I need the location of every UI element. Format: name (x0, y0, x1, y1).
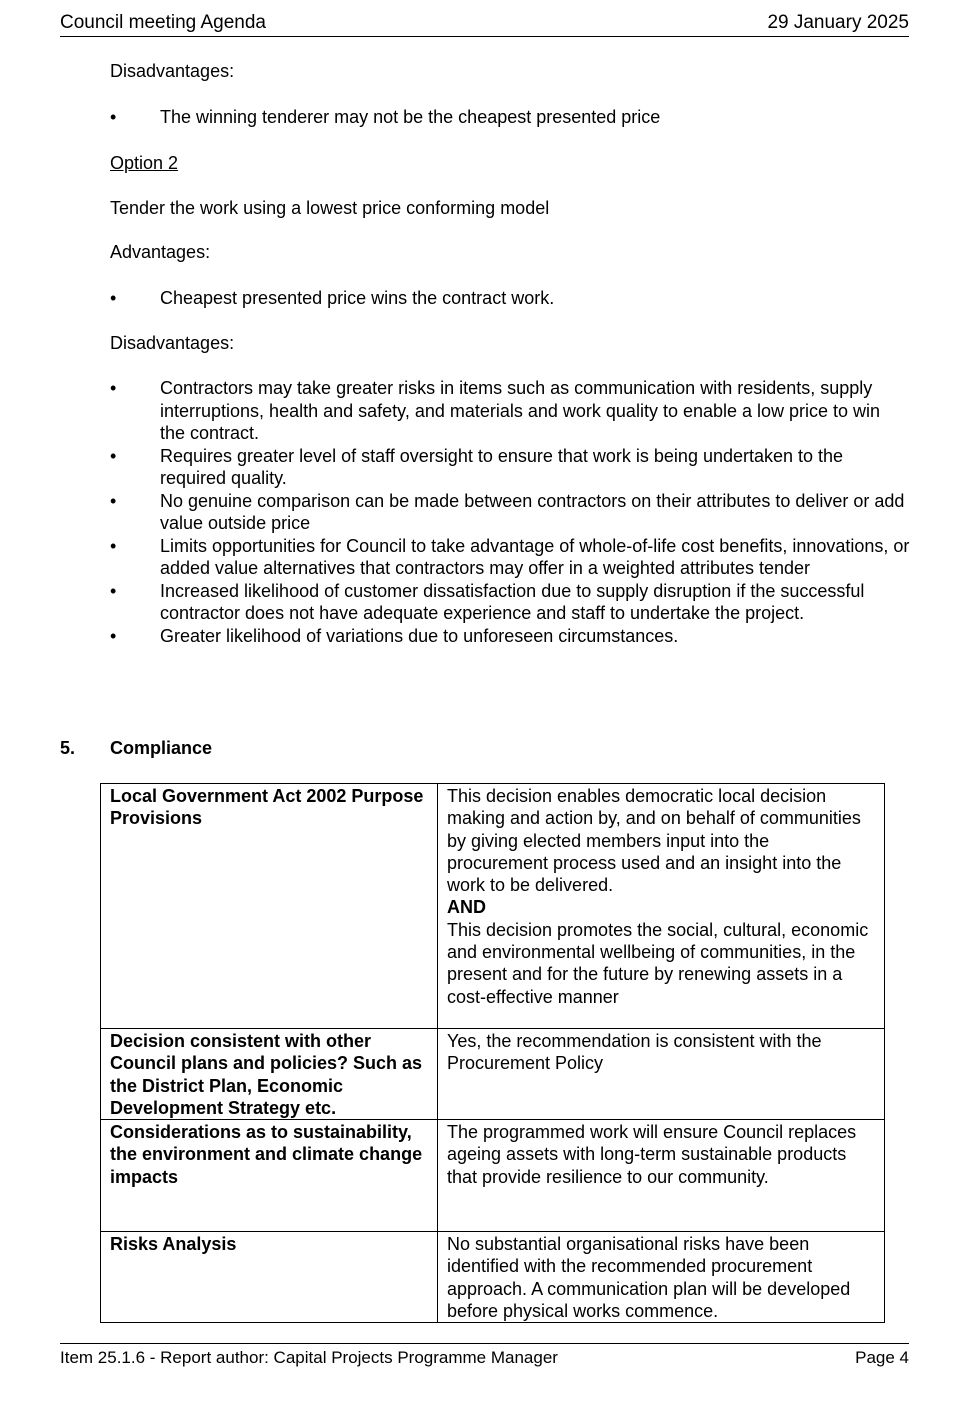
option1-disadvantages-list (110, 106, 910, 129)
bullet-icon: • (110, 445, 117, 466)
meeting-title: Council meeting Agenda (60, 12, 266, 33)
row-content (438, 784, 885, 1029)
list-item: • Cheapest presented price wins the contract work. (110, 287, 555, 308)
list-item: • No genuine comparison can be made between contractors on their attributes to deliver or add value outside price (110, 490, 905, 533)
option2-description: Tender the work using a lowest price conforming model (110, 197, 550, 218)
page-footer (60, 1343, 909, 1368)
option1-disadvantages-heading: Disadvantages: (110, 61, 235, 81)
meeting-date: 29 January 2025 (767, 12, 909, 33)
table-row (101, 1232, 885, 1323)
page-header (60, 12, 909, 37)
list-item: • Greater likelihood of variations due to unforeseen circumstances. (110, 625, 679, 646)
document-body (110, 60, 910, 647)
bullet-icon: • (110, 107, 117, 127)
row-label: Local Government Act 2002 Purpose Provisions (101, 784, 438, 1029)
and-label: AND (447, 897, 486, 918)
row-label: Risks Analysis (101, 1232, 438, 1323)
list-item: • The winning tenderer may not be the cheapest presented price (110, 107, 661, 127)
row-content: Yes, the recommendation is consistent with the Procurement Policy (438, 1029, 885, 1120)
bullet-icon: • (110, 580, 117, 601)
list-item: • Limits opportunities for Council to take advantage of whole-of-life cost benefits, innovations, or added value alternatives that contractors may offer in a weighted attributes tender (110, 535, 910, 578)
option2-disadvantages-heading: Disadvantages: (110, 333, 235, 353)
page-number: Page 4 (855, 1348, 909, 1367)
row-text: This decision enables democratic local decision making and action by, and on behalf of communities by giving elected members input into the procurement process used and an insight into the work to be delivered. (447, 786, 861, 896)
bullet-icon: • (110, 625, 117, 646)
bullet-icon: • (110, 535, 117, 556)
section-number: 5. (60, 738, 76, 758)
option2-disadvantages-list (110, 377, 910, 647)
list-item: • Contractors may take greater risks in items such as communication with residents, supply interruptions, health and safety, and materials and work quality to enable a low price to win the contract. (110, 378, 881, 443)
option2-advantages-heading: Advantages: (110, 241, 211, 262)
option2-title: Option 2 (110, 152, 179, 173)
bullet-icon: • (110, 287, 117, 308)
bullet-icon: • (110, 378, 117, 398)
table-row (101, 1029, 885, 1120)
row-label: Decision consistent with other Council plans and policies? Such as the District Plan, Economic Development Strategy etc. (101, 1029, 438, 1120)
option2-advantages-list (110, 287, 910, 310)
row-label: Considerations as to sustainability, the environment and climate change impacts (101, 1120, 438, 1232)
row-content: No substantial organisational risks have been identified with the recommended procurement approach. A communication plan will be developed before physical works commence. (438, 1232, 885, 1323)
footer-item: Item 25.1.6 - Report author: Capital Projects Programme Manager (60, 1348, 558, 1367)
row-text: This decision promotes the social, cultural, economic and environmental wellbeing of communities, in the present and for the future by renewing assets in a cost-effective manner (447, 919, 869, 1007)
list-item: • Requires greater level of staff oversight to ensure that work is being undertaken to the required quality. (110, 445, 844, 488)
compliance-table (100, 783, 885, 1323)
section-title: Compliance (110, 738, 213, 758)
table-row (101, 784, 885, 1029)
bullet-icon: • (110, 490, 117, 511)
list-item: • Increased likelihood of customer dissatisfaction due to supply disruption if the successful contractor does not have adequate experience and staff to undertake the project. (110, 580, 865, 623)
row-content: The programmed work will ensure Council replaces ageing assets with long-term sustainable products that provide resilience to our community. (438, 1120, 885, 1232)
table-row (101, 1120, 885, 1232)
